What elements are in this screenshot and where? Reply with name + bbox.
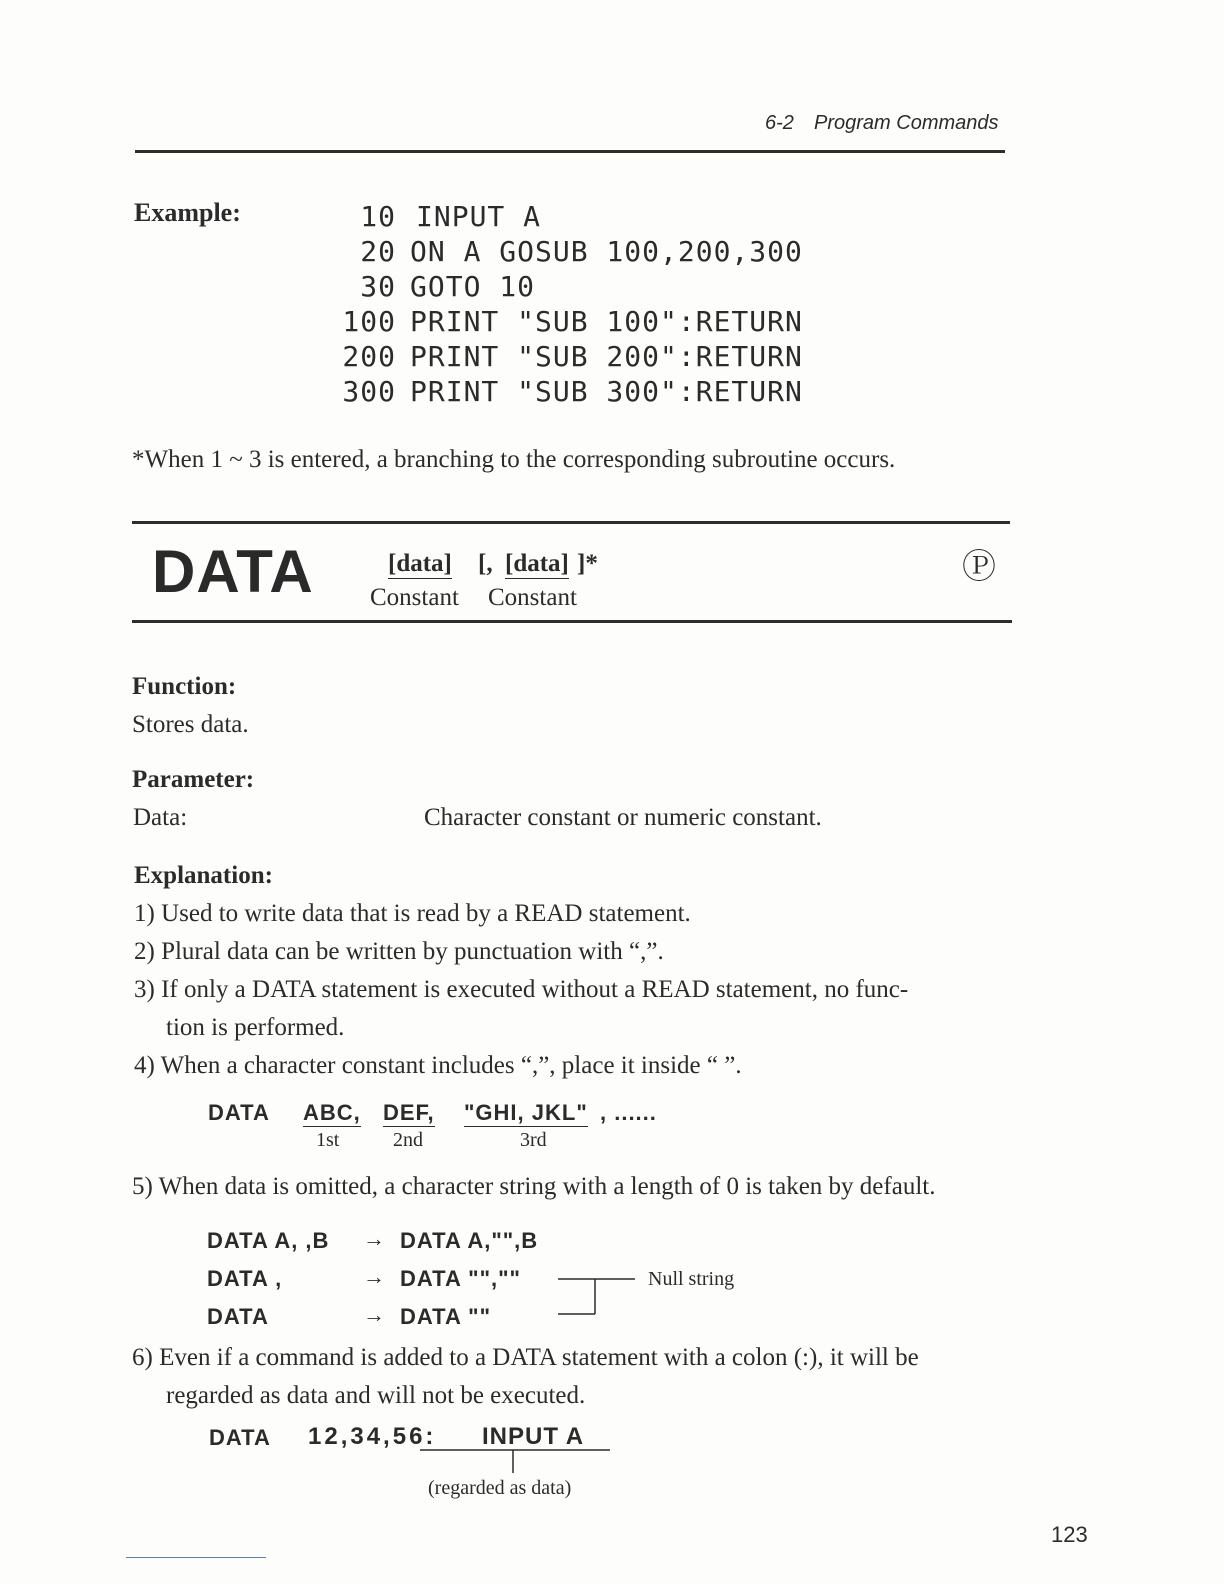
- code-line-num: 20: [360, 235, 396, 268]
- explanation-item-1: 1) Used to write data that is read by a READ statement.: [134, 900, 691, 927]
- parameter-heading: Parameter:: [132, 766, 255, 793]
- ex4-label-3rd: 3rd: [520, 1129, 547, 1151]
- explanation-item-4: 4) When a character constant includes “,”, place it inside “ ”.: [134, 1052, 742, 1079]
- page-number: 123: [1051, 1522, 1088, 1547]
- code-line-num: 30: [360, 270, 396, 303]
- command-name: DATA: [152, 538, 314, 605]
- ex5-arrow: →: [363, 1226, 385, 1251]
- code-line-num: 100: [342, 305, 396, 338]
- ex6-keyword: DATA: [209, 1425, 271, 1450]
- code-line-num: 200: [342, 340, 396, 373]
- section-title: Program Commands: [814, 112, 999, 134]
- example-label: Example:: [134, 198, 241, 227]
- command-top-rule: [132, 521, 1010, 524]
- ex5-row-right: DATA "","": [400, 1266, 521, 1291]
- code-line-text: PRINT "SUB 100":RETURN: [410, 305, 803, 338]
- ex5-row-right: DATA "": [400, 1304, 491, 1329]
- command-bottom-rule: [132, 620, 1012, 623]
- code-line-text: INPUT A: [416, 200, 542, 233]
- explanation-heading: Explanation:: [134, 862, 273, 889]
- syntax-param1: [data]: [388, 550, 452, 577]
- null-string-label: Null string: [648, 1268, 735, 1290]
- explanation-item-5: 5) When data is omitted, a character string with a length of 0 is taken by default.: [132, 1173, 936, 1200]
- syntax-param2: [data]: [505, 550, 569, 577]
- explanation-item-2: 2) Plural data can be written by punctuation with “,”.: [134, 938, 664, 965]
- regarded-note: (regarded as data): [428, 1477, 572, 1499]
- code-line-num: 10: [360, 200, 396, 233]
- ex4-label-1st: 1st: [316, 1129, 340, 1151]
- parameter-desc: Character constant or numeric constant.: [424, 804, 822, 831]
- ex4-keyword: DATA: [208, 1100, 270, 1125]
- ex4-item-2: DEF,: [383, 1100, 435, 1125]
- explanation-item-6-cont: regarded as data and will not be executed.: [166, 1382, 586, 1409]
- ex5-row-left: DATA ,: [207, 1266, 283, 1291]
- explanation-item-3: 3) If only a DATA statement is executed without a READ statement, no func-: [134, 976, 909, 1003]
- ex4-item-3: "GHI, JKL": [464, 1100, 588, 1125]
- regarded-bracket: [418, 1448, 614, 1476]
- ex5-arrow: →: [363, 1264, 385, 1289]
- code-line-text: ON A GOSUB 100,200,300: [410, 235, 803, 268]
- example-note: *When 1 ~ 3 is entered, a branching to the corresponding subroutine occurs.: [132, 446, 896, 473]
- explanation-item-3-cont: tion is performed.: [166, 1014, 345, 1041]
- syntax-tail: ]*: [577, 550, 598, 577]
- ex6-numbers: 12,34,56:: [308, 1423, 437, 1450]
- code-line-num: 300: [342, 375, 396, 408]
- code-line-text: GOTO 10: [410, 270, 536, 303]
- header-rule: [135, 150, 1005, 153]
- ex4-label-2nd: 2nd: [393, 1129, 423, 1151]
- parameter-name: Data:: [133, 804, 188, 831]
- syntax-type2: Constant: [488, 584, 577, 611]
- syntax-type1: Constant: [370, 584, 459, 611]
- section-number: 6-2: [765, 112, 794, 134]
- ex5-row-left: DATA A, ,B: [207, 1228, 330, 1253]
- code-line-text: PRINT "SUB 200":RETURN: [410, 340, 803, 373]
- ex4-item-1: ABC,: [303, 1100, 361, 1125]
- function-heading: Function:: [132, 673, 237, 700]
- ex5-row-right: DATA A,"",B: [400, 1228, 539, 1253]
- ex4-ellipsis: , ......: [600, 1100, 657, 1125]
- explanation-item-6: 6) Even if a command is added to a DATA statement with a colon (:), it will be: [132, 1344, 919, 1371]
- null-string-bracket: [555, 1268, 645, 1320]
- function-text: Stores data.: [132, 711, 249, 738]
- ex5-row-left: DATA: [207, 1304, 269, 1329]
- ex5-arrow: →: [363, 1302, 385, 1327]
- program-mode-icon: Ⓟ: [962, 549, 996, 586]
- syntax-separator: [,: [478, 550, 493, 577]
- code-line-text: PRINT "SUB 300":RETURN: [410, 375, 803, 408]
- ex6-command: INPUT A: [482, 1423, 585, 1450]
- footer-line: [126, 1557, 266, 1558]
